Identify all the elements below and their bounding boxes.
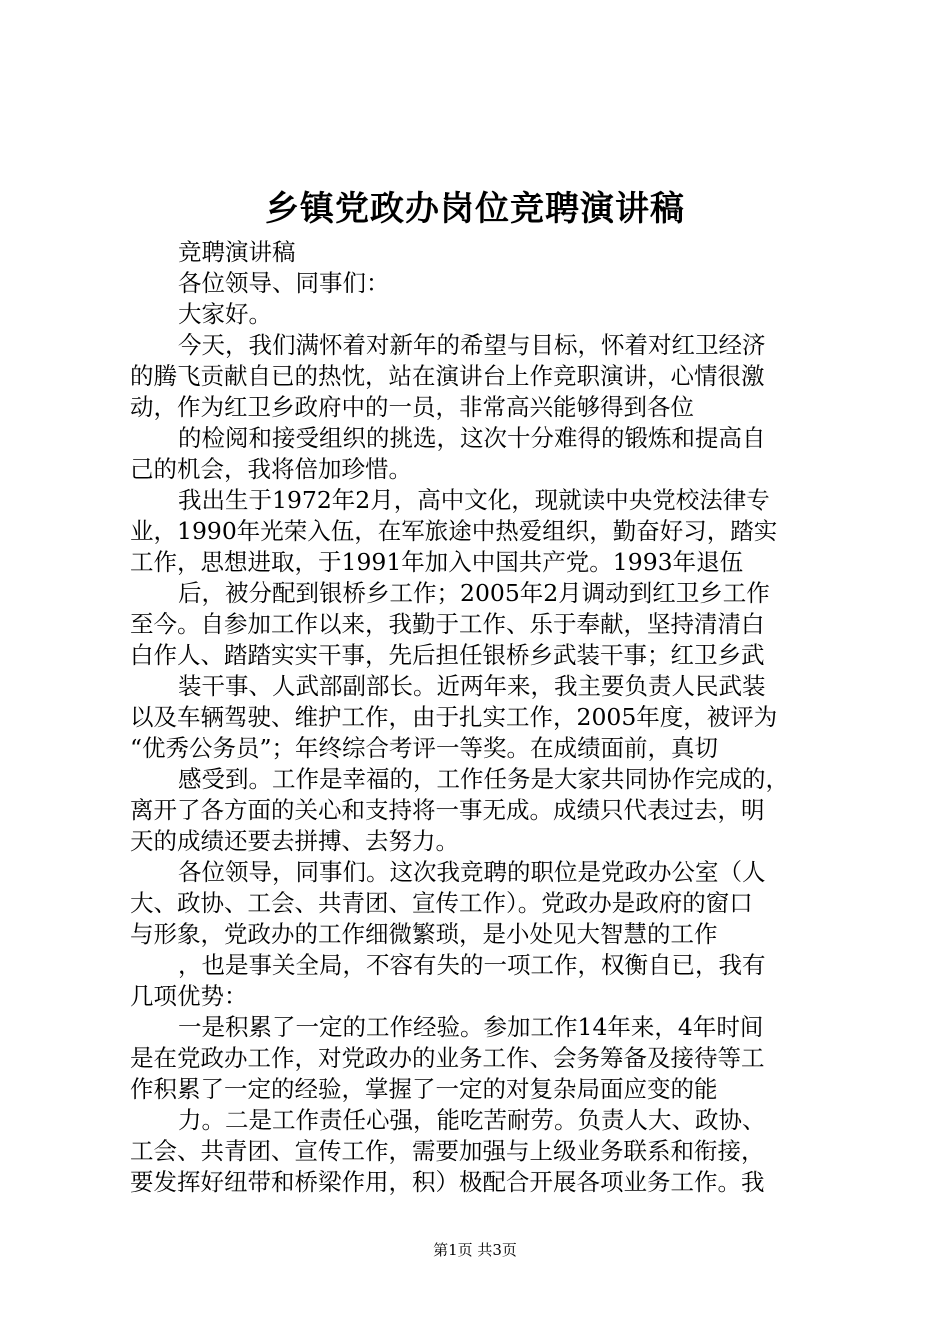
body-text-line: 竞聘演讲稿 [178,238,296,266]
body-text-line: 工会、共青团、宣传工作，需要加强与上级业务联系和衔接， [130,1137,765,1165]
body-text-line: 是在党政办工作，对党政办的业务工作、会务筹备及接待等工 [130,1044,765,1072]
body-text-line: 的腾飞贡献自已的热忱，站在演讲台上作竞职演讲，心情很激 [130,362,765,390]
page-number-footer: 第1页 共3页 [433,1241,517,1259]
body-text-line: 各位领导、同事们： [178,269,390,297]
body-text-line: 己的机会，我将倍加珍惜。 [130,455,412,483]
body-text-line: 后，被分配到银桥乡工作；2005年2月调动到红卫乡工作 [178,579,770,607]
body-text-line: 天的成绩还要去拼搏、去努力。 [130,827,459,855]
body-text-line: 今天，我们满怀着对新年的希望与目标，怀着对红卫经济 [178,331,766,359]
body-text-line: 一是积累了一定的工作经验。参加工作14年来，4年时间 [178,1013,764,1041]
body-text-line: “优秀公务员”；年终综合考评一等奖。在成绩面前，真切 [130,734,719,762]
document-title: 乡镇党政办岗位竞聘演讲稿 [265,189,685,229]
body-text-line: 作积累了一定的经验，掌握了一定的对复杂局面应变的能 [130,1075,718,1103]
body-text-line: 力。二是工作责任心强，能吃苦耐劳。负责人大、政协、 [178,1106,766,1134]
body-text-line: 几项优势： [130,982,248,1010]
body-text-line: 大家好。 [178,300,272,328]
document-body [130,237,840,1198]
body-text-line: 的检阅和接受组织的挑选，这次十分难得的锻炼和提高自 [178,424,766,452]
body-text-line: 我出生于1972年2月，高中文化，现就读中央党校法律专 [178,486,770,514]
body-text-line: 业，1990年光荣入伍，在军旅途中热爱组织，勤奋好习，踏实 [130,517,778,545]
body-text-line: 大、政协、工会、共青团、宣传工作）。党政办是政府的窗口 [130,889,753,917]
body-text-line: 离开了各方面的关心和支持将一事无成。成绩只代表过去，明 [130,796,765,824]
body-text-line: 要发挥好纽带和桥梁作用，积）极配合开展各项业务工作。我 [130,1168,765,1196]
body-text-line: 装干事、人武部副部长。近两年来，我主要负责人民武装 [178,672,766,700]
body-text-line: 各位领导，同事们。这次我竞聘的职位是党政办公室（人 [178,858,766,886]
body-text-line: 感受到。工作是幸福的，工作任务是大家共同协作完成的， [178,765,789,793]
body-text-line: 与形象，党政办的工作细微繁琐，是小处见大智慧的工作 [130,920,718,948]
body-text-line: ，也是事关全局，不容有失的一项工作，权衡自已，我有 [178,951,766,979]
body-text-line: 动，作为红卫乡政府中的一员，非常高兴能够得到各位 [130,393,694,421]
body-text-line: 至今。自参加工作以来，我勤于工作、乐于奉献，坚持清清白 [130,610,765,638]
body-text-line: 以及车辆驾驶、维护工作，由于扎实工作，2005年度，被评为 [130,703,778,731]
body-text-line: 工作，思想进取，于1991年加入中国共产党。1993年退伍 [130,548,744,576]
body-text-line: 白作人、踏踏实实干事，先后担任银桥乡武装干事；红卫乡武 [130,641,765,669]
